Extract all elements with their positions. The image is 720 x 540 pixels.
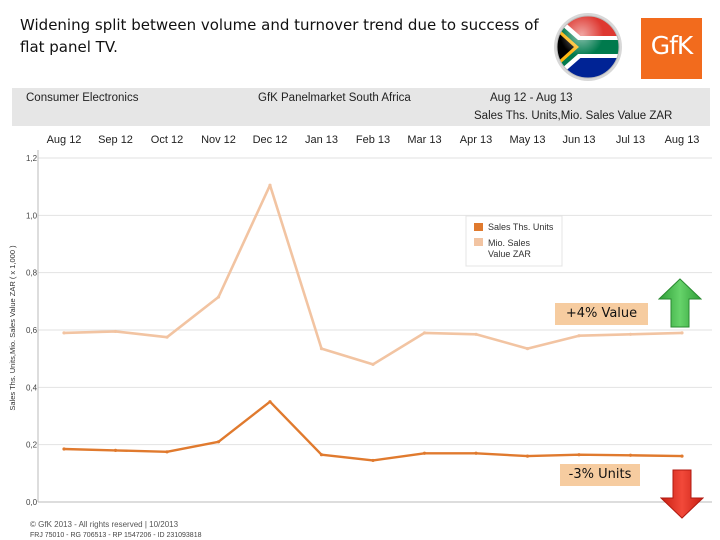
panel-label: GfK Panelmarket South Africa bbox=[258, 92, 411, 104]
legend-label-units: Sales Ths. Units bbox=[488, 222, 554, 232]
x-tick-label: Aug 13 bbox=[664, 134, 700, 146]
category-label: Consumer Electronics bbox=[26, 92, 139, 104]
x-tick-label: Jan 13 bbox=[304, 134, 339, 146]
x-tick-label: Oct 12 bbox=[150, 134, 184, 146]
data-point-value bbox=[474, 333, 477, 336]
series-line-value bbox=[64, 185, 682, 364]
x-tick-label: Dec 12 bbox=[252, 134, 288, 146]
data-point-units bbox=[114, 449, 117, 452]
data-point-value bbox=[577, 334, 580, 337]
legend-swatch-units bbox=[474, 223, 483, 231]
period-label: Aug 12 - Aug 13 bbox=[490, 92, 573, 104]
data-point-value bbox=[62, 331, 65, 334]
legend-label-value: Mio. Sales Value ZAR bbox=[488, 238, 531, 259]
data-point-value bbox=[371, 363, 374, 366]
data-point-units bbox=[577, 453, 580, 456]
x-tick-label: Jul 13 bbox=[615, 134, 646, 146]
data-point-value bbox=[268, 184, 271, 187]
data-point-units bbox=[474, 452, 477, 455]
green-up-arrow-icon bbox=[658, 278, 702, 328]
data-point-units bbox=[526, 455, 529, 458]
y-tick-label: 0,2 bbox=[26, 440, 38, 450]
y-tick-label: 1,0 bbox=[26, 211, 38, 221]
y-axis-label: Sales Ths. Units,Mio. Sales Value ZAR ( x 1,000 ) bbox=[8, 245, 17, 411]
data-point-units bbox=[217, 440, 220, 443]
copyright-text: © GfK 2013 - All rights reserved | 10/2013 bbox=[30, 520, 179, 529]
data-point-units bbox=[371, 459, 374, 462]
data-point-value bbox=[165, 336, 168, 339]
y-tick-label: 1,2 bbox=[26, 154, 38, 163]
data-point-units bbox=[423, 452, 426, 455]
x-tick-label: Sep 12 bbox=[98, 134, 133, 146]
document-ids: FRJ 75010 - RG 706513 - RP 1547206 - ID 231093818 bbox=[30, 532, 202, 539]
y-tick-label: 0,6 bbox=[26, 326, 38, 335]
x-tick-label: Mar 13 bbox=[407, 134, 442, 146]
red-down-arrow-icon bbox=[660, 469, 704, 519]
data-point-value bbox=[320, 347, 323, 350]
x-tick-label: Feb 13 bbox=[355, 134, 391, 146]
data-point-value bbox=[217, 295, 220, 298]
south-africa-flag-icon bbox=[553, 12, 623, 82]
value-change-badge: +4% Value bbox=[555, 303, 648, 325]
units-change-badge: -3% Units bbox=[560, 464, 640, 486]
x-tick-label: May 13 bbox=[509, 134, 546, 146]
gfk-logo bbox=[641, 18, 702, 79]
x-tick-label: Jun 13 bbox=[562, 134, 596, 146]
data-point-value bbox=[114, 330, 117, 333]
y-tick-label: 0,4 bbox=[26, 383, 38, 393]
series-line-units bbox=[64, 402, 682, 461]
logo-text: GfK bbox=[650, 31, 693, 60]
page-title: Widening split between volume and turnover trend due to success of flat panel TV. bbox=[20, 16, 539, 56]
data-point-units bbox=[268, 400, 271, 403]
x-tick-label: Nov 12 bbox=[201, 134, 236, 146]
measure-label: Sales Ths. Units,Mio. Sales Value ZAR bbox=[474, 110, 673, 122]
x-tick-label: Aug 12 bbox=[46, 134, 82, 146]
data-point-value bbox=[680, 331, 683, 334]
data-point-value bbox=[526, 347, 529, 350]
data-point-units bbox=[680, 455, 683, 458]
data-point-units bbox=[320, 453, 323, 456]
y-tick-label: 0,0 bbox=[26, 498, 38, 507]
y-tick-label: 0,8 bbox=[26, 268, 38, 278]
data-point-units bbox=[629, 454, 632, 457]
data-point-units bbox=[165, 450, 168, 453]
data-point-value bbox=[423, 331, 426, 334]
data-point-value bbox=[629, 333, 632, 336]
x-tick-label: Apr 13 bbox=[459, 134, 493, 146]
legend-swatch-value bbox=[474, 238, 483, 246]
data-point-units bbox=[62, 447, 65, 450]
